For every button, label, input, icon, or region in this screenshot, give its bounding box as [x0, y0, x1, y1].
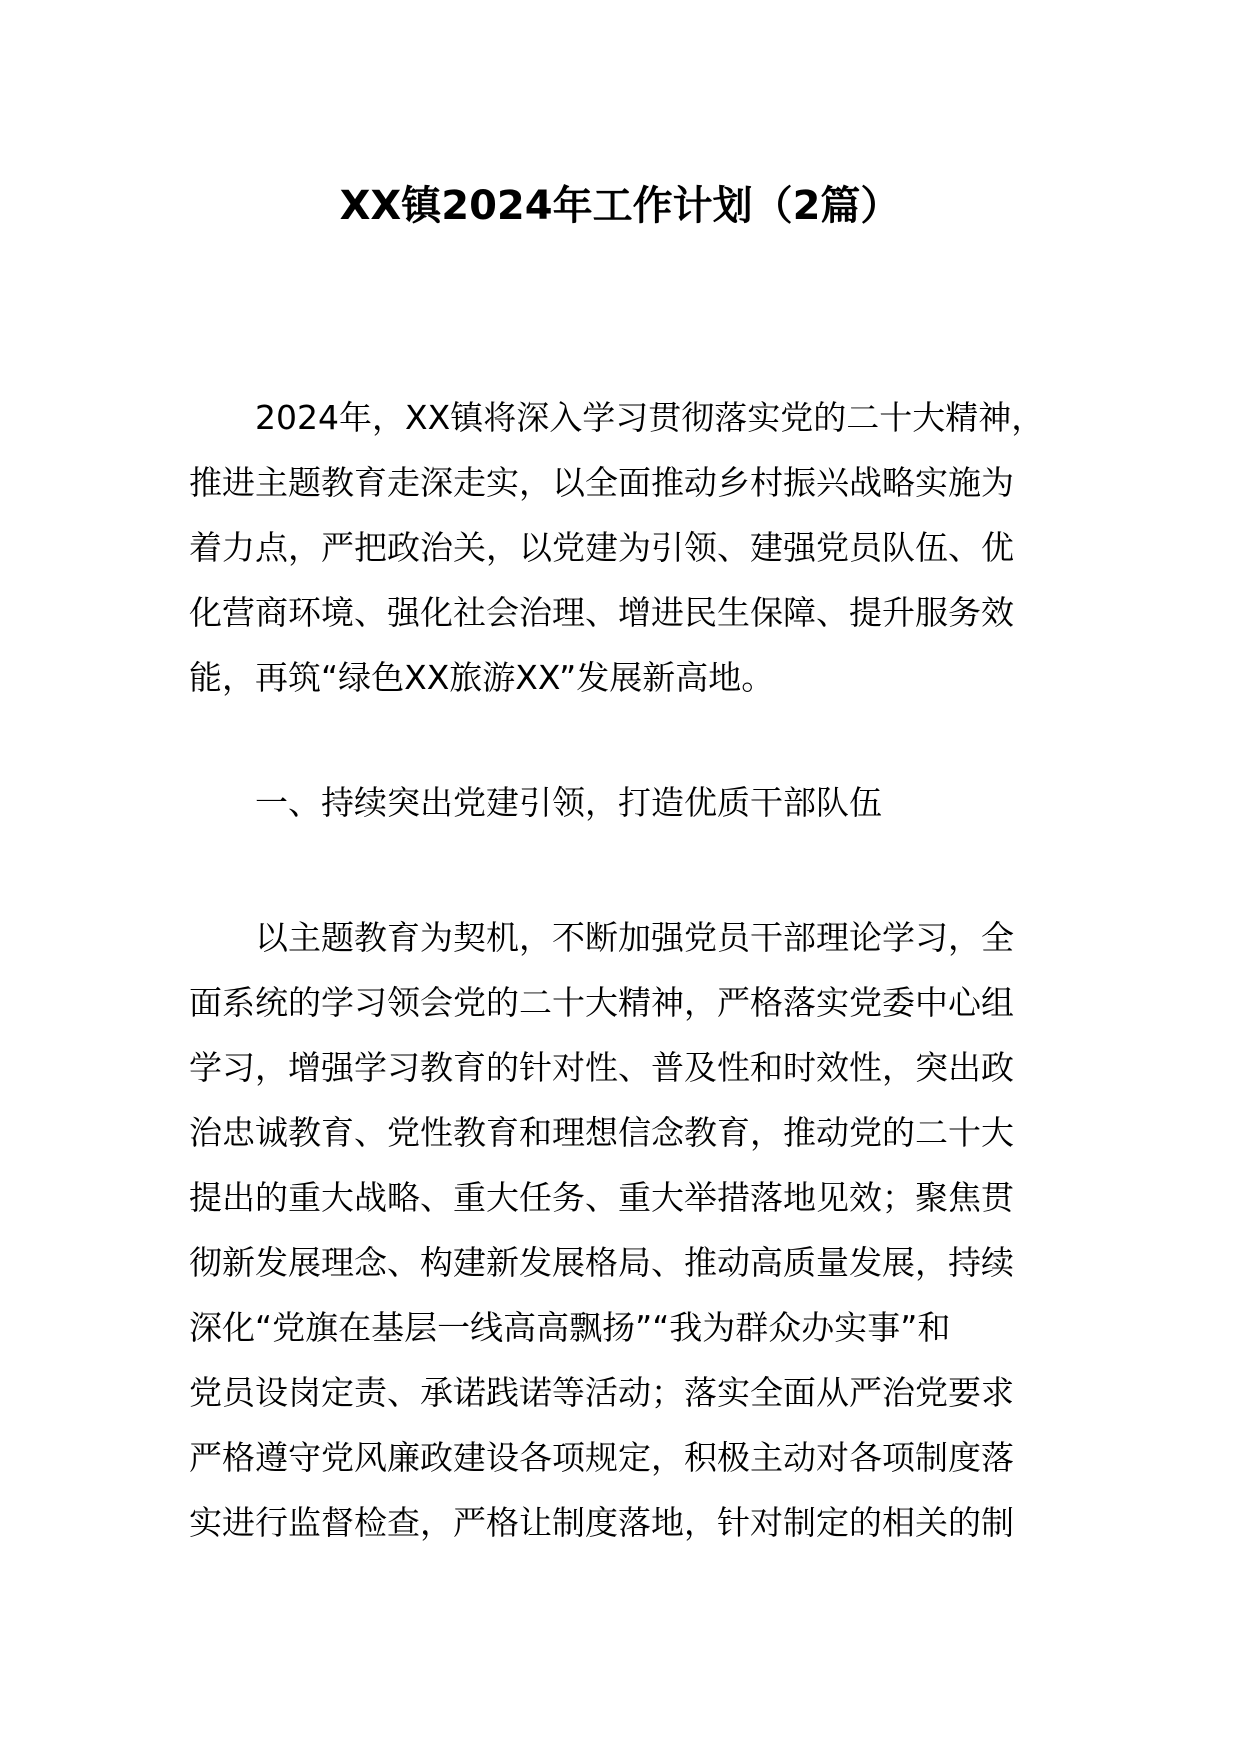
paragraph-line: 彻新发展理念、构建新发展格局、推动高质量发展，持续 — [189, 1243, 1014, 1282]
paragraph-line: 实进行监督检查，严格让制度落地，针对制定的相关的制 — [189, 1503, 1014, 1542]
section-heading — [189, 770, 1053, 835]
paragraph-intro — [189, 385, 1053, 710]
section-heading-text: 一、持续突出党建引领，打造优质干部队伍 — [255, 783, 882, 822]
paragraph-line: 以主题教育为契机，不断加强党员干部理论学习，全 — [255, 918, 1014, 957]
paragraph-line: 治忠诚教育、党性教育和理想信念教育，推动党的二十大 — [189, 1113, 1014, 1152]
paragraph-line: 提出的重大战略、重大任务、重大举措落地见效；聚焦贯 — [189, 1178, 1014, 1217]
paragraph-line: 推进主题教育走深走实，以全面推动乡村振兴战略实施为 — [189, 463, 1014, 502]
paragraph-line: 能，再筑“绿色XX旅游XX”发展新高地。 — [189, 658, 775, 697]
paragraph-line: 深化“党旗在基层一线高高飘扬”“我为群众办实事”和 — [189, 1308, 951, 1347]
paragraph-line: 严格遵守党风廉政建设各项规定，积极主动对各项制度落 — [189, 1438, 1014, 1477]
paragraph-line: 学习，增强学习教育的针对性、普及性和时效性，突出政 — [189, 1048, 1014, 1087]
paragraph-line: 党员设岗定责、承诺践诺等活动；落实全面从严治党要求 — [189, 1373, 1014, 1412]
paragraph-line: 化营商环境、强化社会治理、增进民生保障、提升服务效 — [189, 593, 1014, 632]
paragraph-line: 着力点，严把政治关，以党建为引领、建强党员队伍、优 — [189, 528, 1014, 567]
document-title: XX镇2024年工作计划（2篇） — [339, 183, 901, 229]
paragraph-line: 面系统的学习领会党的二十大精神，严格落实党委中心组 — [189, 983, 1014, 1022]
paragraph-line: 2024年，XX镇将深入学习贯彻落实党的二十大精神， — [255, 398, 1045, 437]
paragraph-section-1 — [189, 905, 1053, 1555]
